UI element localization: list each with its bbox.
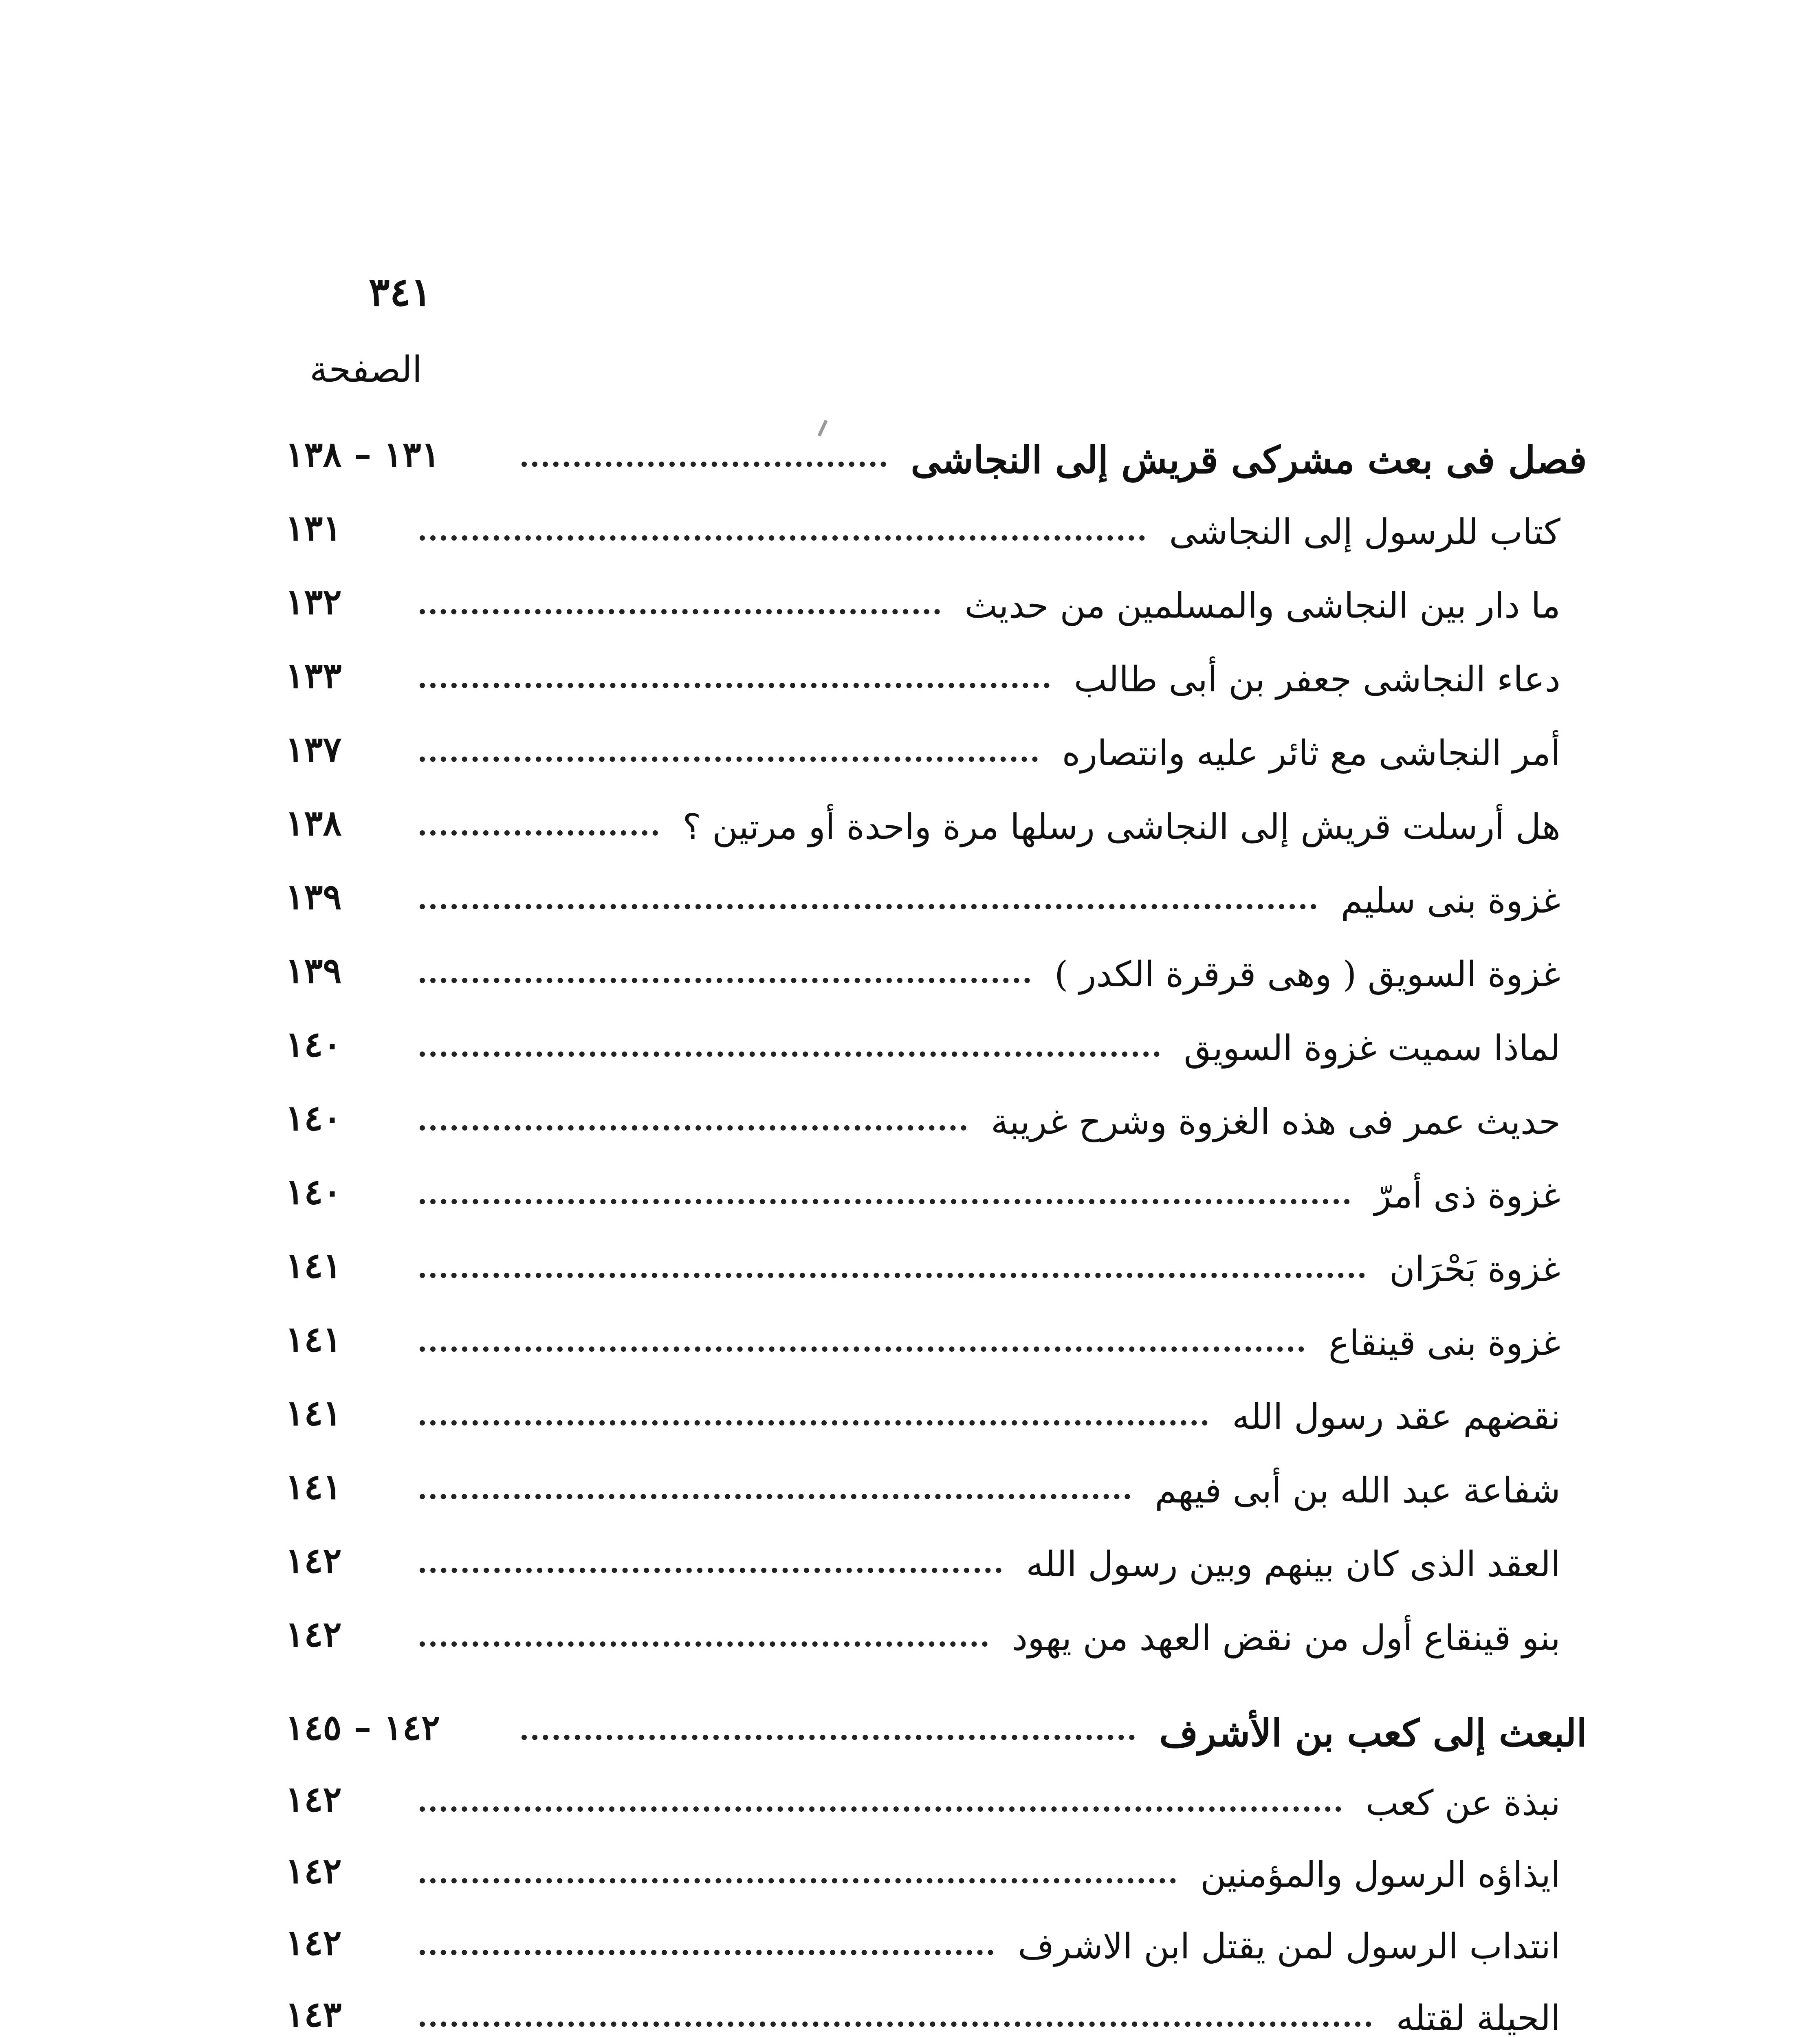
dot-leader — [522, 1735, 1135, 1740]
toc-entry-title: غزوة السويق ( وهى قرقرة الكدر ) — [1054, 954, 1560, 995]
toc-entry-title: لماذا سميت غزوة السويق — [1184, 1028, 1560, 1069]
toc-entry-title: نقضهم عقد رسول الله — [1232, 1397, 1560, 1437]
page-column-header: الصفحة — [310, 348, 423, 390]
dot-leader — [420, 1125, 966, 1131]
toc-entry — [285, 1462, 1589, 1519]
toc-entry-page: ١٤١ — [285, 1392, 342, 1434]
toc-entry-title: أمر النجاشى مع ثائر عليه وانتصاره — [1062, 733, 1560, 774]
toc-entry-page: ١٤١ — [285, 1466, 342, 1507]
dot-leader — [420, 1420, 1208, 1425]
toc-entry-page: ١٣٩ — [285, 950, 342, 991]
dot-leader — [420, 1950, 993, 1955]
toc-entry-title: نبذة عن كعب — [1365, 1783, 1560, 1824]
dot-leader — [420, 1641, 988, 1647]
toc-entry — [285, 1388, 1589, 1445]
toc-entry — [285, 1241, 1589, 1298]
toc-entry-title: هل أرسلت قريش إلى النجاشى رسلها مرة واحدة أو مرتين ؟ — [682, 807, 1560, 847]
toc-entry — [285, 1846, 1589, 1903]
toc-entry — [285, 1918, 1589, 1975]
toc-entry-title: دعاء النجاشى جعفر بن أبى طالب — [1074, 659, 1560, 700]
dot-leader — [420, 1806, 1341, 1812]
toc-entry-page: ١٤٣ — [285, 1994, 342, 2035]
dot-leader — [420, 978, 1030, 983]
toc-entry-page: ١٤٠ — [285, 1098, 342, 1139]
toc-entry-title: العقد الذى كان بينهم وبين رسول الله — [1026, 1544, 1560, 1585]
toc-entry-page: ١٤١ — [285, 1245, 342, 1286]
toc-entry-page: ١٣٢ — [285, 581, 342, 623]
dot-leader — [420, 1273, 1365, 1278]
toc-entry-page: ١٤٠ — [285, 1171, 342, 1212]
dot-leader — [420, 1051, 1160, 1057]
toc-entry — [285, 577, 1589, 634]
dot-leader — [420, 1199, 1350, 1204]
toc-entry-page: ١٣٧ — [285, 729, 342, 770]
toc-entry-title: الحيلة لقتله — [1396, 1998, 1560, 2037]
toc-entry-title: انتداب الرسول لمن يقتل ابن الاشرف — [1018, 1926, 1560, 1967]
dot-leader — [420, 2022, 1371, 2027]
toc-entry — [285, 504, 1589, 561]
toc-entry-title: بنو قينقاع أول من نقض العهد من يهود — [1012, 1618, 1560, 1659]
toc-entry-title: حديث عمر فى هذه الغزوة وشرح غريبة — [990, 1102, 1560, 1142]
dot-leader — [522, 462, 886, 467]
toc-entry — [285, 1315, 1589, 1372]
toc-entry — [285, 1093, 1589, 1150]
toc-entry-page: ١٤١ — [285, 1319, 342, 1360]
dot-leader — [420, 1494, 1130, 1499]
toc-entry-page: ١٣١ – ١٣٨ — [285, 434, 440, 475]
toc-entry-page: ١٤٢ – ١٤٥ — [285, 1707, 440, 1748]
toc-entry — [285, 872, 1589, 929]
dot-leader — [420, 830, 658, 836]
dot-leader — [420, 535, 1145, 541]
toc-entry-page: ١٤٠ — [285, 1024, 342, 1065]
toc-entry-page: ١٣٨ — [285, 803, 342, 844]
dot-leader — [420, 757, 1038, 762]
toc-entry-page: ١٤٢ — [285, 1779, 342, 1820]
toc-entry-title: كتاب للرسول إلى النجاشى — [1169, 512, 1560, 552]
toc-entry — [285, 799, 1589, 856]
toc-entry-title: البعث إلى كعب بن الأشرف — [1159, 1711, 1587, 1755]
toc-entry-title: ما دار بين النجاشى والمسلمين من حديث — [964, 585, 1560, 626]
toc-section-heading — [285, 430, 1589, 487]
toc-entry-title: غزوة بنى سليم — [1341, 880, 1560, 921]
toc-entry-page: ١٤٢ — [285, 1922, 342, 1963]
dot-leader — [420, 683, 1050, 688]
toc-entry-title: شفاعة عبد الله بن أبى فيهم — [1155, 1470, 1560, 1511]
toc-entry-title: فصل فى بعث مشركى قريش إلى النجاشى — [911, 438, 1587, 482]
toc-entry — [285, 1020, 1589, 1077]
toc-entry-title: غزوة بَحْرَان — [1389, 1249, 1560, 1290]
dot-leader — [420, 609, 940, 614]
toc-entry — [285, 1990, 1589, 2037]
dot-leader — [420, 904, 1316, 909]
toc-entry-title: ايذاؤه الرسول والمؤمنين — [1200, 1854, 1560, 1895]
toc-entry — [285, 946, 1589, 1003]
toc-entry — [285, 651, 1589, 708]
toc-entry-page: ١٣١ — [285, 508, 342, 549]
page-number: ٣٤١ — [369, 269, 432, 315]
toc-entry — [285, 1536, 1589, 1593]
toc-entry-page: ١٤٢ — [285, 1614, 342, 1655]
toc-entry — [285, 1610, 1589, 1667]
toc-entry-title: غزوة ذى أمرّ — [1374, 1175, 1560, 1216]
toc-entry-title: غزوة بنى قينقاع — [1328, 1323, 1560, 1364]
toc-entry-page: ١٣٩ — [285, 876, 342, 917]
dot-leader — [420, 1878, 1176, 1883]
toc-entry-page: ١٣٣ — [285, 655, 342, 696]
toc-entry — [285, 725, 1589, 782]
toc-section-heading — [285, 1703, 1589, 1760]
toc-entry-page: ١٤٢ — [285, 1540, 342, 1581]
dot-leader — [420, 1568, 1001, 1573]
dot-leader — [420, 1346, 1304, 1352]
toc-entry-page: ١٤٢ — [285, 1850, 342, 1892]
toc-entry — [285, 1167, 1589, 1224]
toc-entry — [285, 1775, 1589, 1832]
